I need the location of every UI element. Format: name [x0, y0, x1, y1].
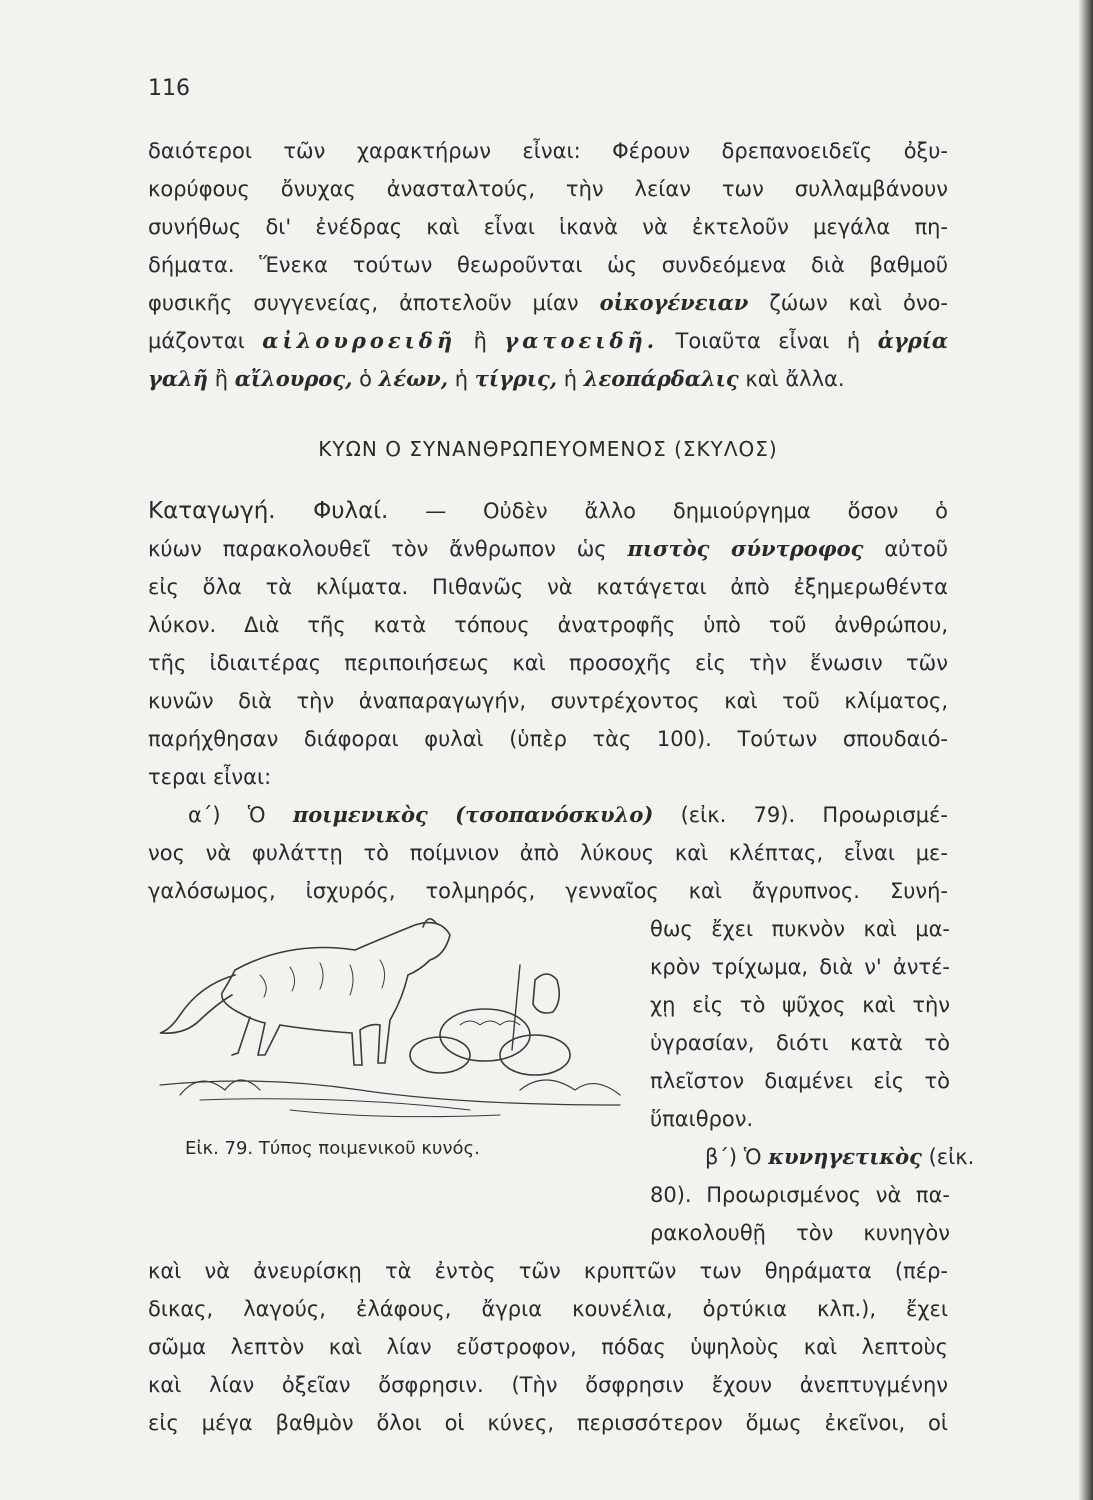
emphasis-pistos-syntrofos: πιστὸς σύντροφος	[627, 536, 864, 561]
text-line: δικας, λαγούς, ἐλάφους, ἄγρια κουνέλια, ὀρτύκια κλπ.), ἔχει	[148, 1297, 948, 1321]
emphasis-poimenikos: ποιμενικὸς	[292, 802, 428, 827]
text-line	[148, 536, 948, 562]
text-line	[188, 802, 948, 828]
text-line: δαιότεροι τῶν χαρακτήρων εἶναι: Φέρουν δρεπανοειδεῖς ὀξυ-	[148, 139, 948, 163]
emphasis-ailouros: αἴλουρος,	[234, 366, 353, 391]
text-span: ἢ	[214, 367, 229, 391]
figure-caption: Εἰκ. 79. Τύπος ποιμενικοῦ κυνός.	[185, 1138, 480, 1159]
text-span: ἡ	[563, 367, 578, 391]
section-heading: ΚΥΩΝ Ο ΣΥΝΑΝΘΡΩΠΕΥΟΜΕΝΟΣ (ΣΚΥΛΟΣ)	[318, 437, 778, 461]
page-edge-shadow	[1079, 0, 1093, 1500]
emphasis-tigris: τίγρις,	[474, 366, 558, 391]
emphasis-leon: λέων,	[378, 366, 449, 391]
text-span: ἡ	[454, 367, 469, 391]
text-span: καὶ ἄλλα.	[745, 367, 845, 391]
text-span: — Οὐδὲν ἄλλο δημιούργημα ὅσον ὁ	[425, 499, 949, 523]
text-line	[148, 328, 948, 354]
text-line: λύκον. Διὰ τῆς κατὰ τόπους ἀνατροφῆς ὑπὸ τοῦ ἀνθρώπου,	[148, 613, 948, 637]
text-span: β΄) Ὁ	[705, 1145, 762, 1169]
emphasis-ailouroeidi: αἰλουροειδῆ	[262, 328, 457, 353]
text-span: α΄) Ὁ	[188, 803, 266, 827]
text-line: εἰς ὅλα τὰ κλίματα. Πιθανῶς νὰ κατάγεται ἀπὸ ἐξημερωθέντα	[148, 575, 948, 599]
text-line	[148, 498, 948, 524]
text-line: πλεῖστον διαμένει εἰς τὸ	[650, 1069, 950, 1093]
text-span: κύων παρακολουθεῖ τὸν ἄνθρωπον ὡς	[148, 537, 607, 561]
text-span: (εἰκ.	[928, 1145, 975, 1169]
text-span: ζώων καὶ ὀνο-	[769, 291, 948, 315]
text-line: γαλόσωμος, ἰσχυρός, τολμηρός, γενναῖος καὶ ἄγρυπνος. Συνή-	[148, 879, 948, 903]
emphasis-tsopanoskylo: (τσοπανόσκυλο)	[455, 802, 654, 827]
text-line: θως ἔχει πυκνὸν καὶ μα-	[650, 917, 950, 941]
text-line	[148, 290, 948, 316]
text-span: (εἰκ. 79). Προωρισμέ-	[680, 803, 948, 827]
emphasis-kynigetikos: κυνηγετικὸς	[768, 1144, 922, 1169]
text-line: ὑγρασίαν, διότι κατὰ τὸ	[650, 1031, 950, 1055]
text-span: ἢ	[473, 329, 487, 353]
emphasis-gali: γαλῆ	[148, 366, 209, 391]
text-line: συνήθως δι' ἐνέδρας καὶ εἶναι ἱκανὰ νὰ ἐκτελοῦν μεγάλα πη-	[148, 215, 948, 239]
text-span: αὐτοῦ	[884, 537, 948, 561]
text-line: 80). Προωρισμένος νὰ πα-	[650, 1183, 950, 1207]
text-line: χῃ εἰς τὸ ψῦχος καὶ τὴν	[650, 993, 950, 1017]
text-line: καὶ νὰ ἀνευρίσκῃ τὰ ἐντὸς τῶν κρυπτῶν των θηράματα (πέρ-	[148, 1259, 948, 1283]
text-line: κορύφους ὄνυχας ἀνασταλτούς, τὴν λείαν των συλλαμβάνουν	[148, 177, 948, 201]
text-line: ρακολουθῇ τὸν κυνηγὸν	[650, 1221, 950, 1245]
emphasis-gatoeidi: γατοειδῆ.	[504, 328, 659, 353]
text-line: τῆς ἰδιαιτέρας περιποιήσεως καὶ προσοχῆς εἰς τὴν ἕνωσιν τῶν	[148, 651, 948, 675]
text-line: εἰς μέγα βαθμὸν ὅλοι οἱ κύνες, περισσότερον ὅμως ἐκεῖνοι, οἱ	[148, 1411, 948, 1435]
text-line: σῶμα λεπτὸν καὶ λίαν εὔστροφον, πόδας ὑψηλοὺς καὶ λεπτοὺς	[148, 1335, 948, 1359]
text-line: δήματα. Ἕνεκα τούτων θεωροῦνται ὡς συνδεόμενα διὰ βαθμοῦ	[148, 253, 948, 277]
emphasis-oikogeneian: οἰκογένειαν	[599, 290, 749, 315]
text-line: κυνῶν διὰ τὴν ἀναπαραγωγήν, συντρέχοντος καὶ τοῦ κλίματος,	[148, 689, 948, 713]
emphasis-leopardalis: λεοπάρδαλις	[583, 366, 739, 391]
text-line: καὶ λίαν ὀξεῖαν ὄσφρησιν. (Τὴν ὄσφρησιν ἔχουν ἀνεπτυγμένην	[148, 1373, 948, 1397]
text-span: ὁ	[359, 367, 372, 391]
page-number: 116	[148, 76, 190, 101]
text-span: μάζονται	[148, 329, 245, 353]
text-line	[705, 1144, 975, 1170]
text-line	[148, 366, 845, 392]
text-line: ὕπαιθρον.	[650, 1107, 754, 1131]
emphasis-agria: ἀγρία	[877, 328, 948, 353]
text-span: φυσικῆς συγγενείας, ἀποτελοῦν μίαν	[148, 291, 579, 315]
text-line: κρὸν τρίχωμα, διὰ ν' ἀντέ-	[650, 955, 950, 979]
text-line: νος νὰ φυλάττῃ τὸ ποίμνιον ἀπὸ λύκους καὶ κλέπτας, εἶναι με-	[148, 841, 948, 865]
subheading: Καταγωγή. Φυλαί.	[148, 498, 389, 524]
text-line: τεραι εἶναι:	[148, 765, 272, 789]
text-span: Τοιαῦτα εἶναι ἡ	[675, 329, 861, 353]
text-line: παρήχθησαν διάφοραι φυλαὶ (ὑπὲρ τὰς 100). Τούτων σπουδαιό-	[148, 727, 948, 751]
sheepdog-illustration	[140, 905, 640, 1130]
